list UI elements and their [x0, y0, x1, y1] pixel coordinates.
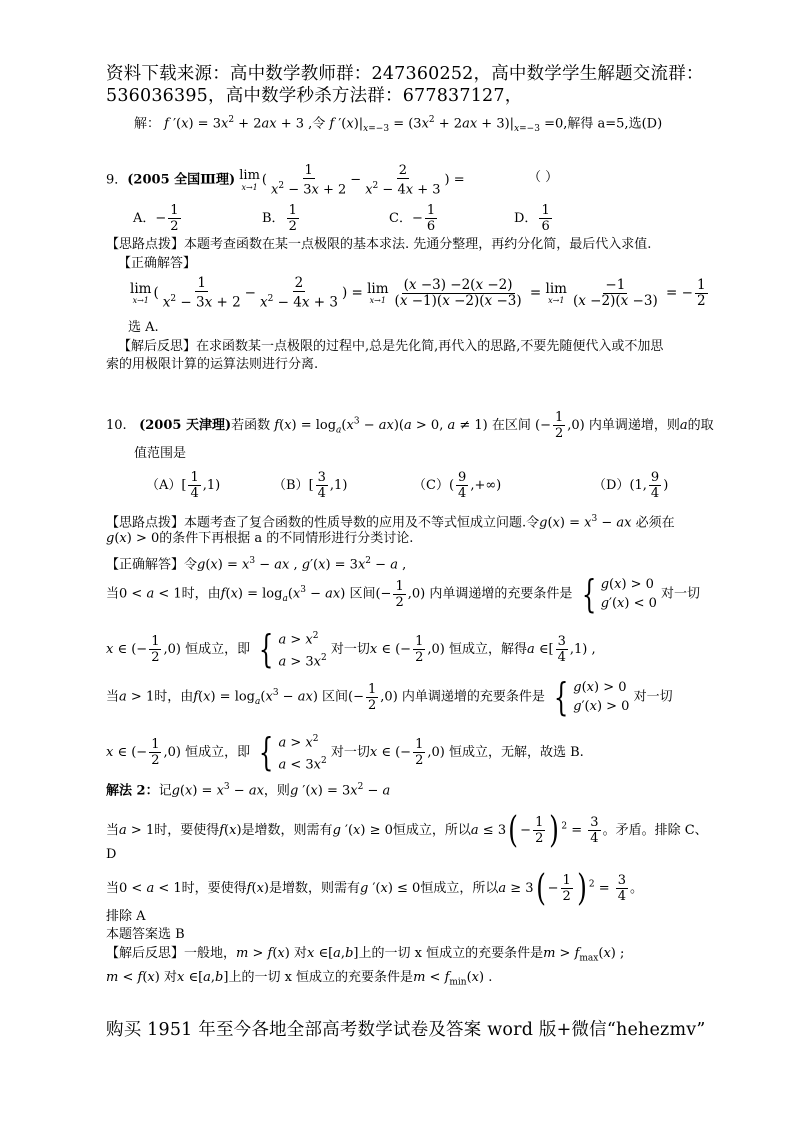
q9-solution-formula: lim x→1 ( $\frac{1}{x^2 - 3x + 2}$ − $\frac{2}{x^2 - 4x + 3}$ ) = lim x→1 $\frac{(x -3) -2(x -2)}{(x -1)(x -2)(x -3)}$ = lim x→1 $\frac{-1}{(x -2)(x -3)}$ = − $\frac{1}{2}$ — [130, 275, 706, 311]
q9-option-c: C．− $\frac{1}{6}$ — [389, 203, 436, 234]
q9-option-a: A．− $\frac{1}{2}$ — [133, 203, 179, 234]
q9-choice: 选 A. — [128, 320, 159, 335]
prev-solution: 解： f $'(x) = 3x^2 + 2ax + 3$ ,令 f $'(x)|_{x=-3} = (3x^2 + 2ax + 3)|_{x=-3} =0$,解得 a=5,选(D) — [134, 115, 663, 134]
q9-stem: 9．(2005 全国Ⅲ理) lim x→1 ( $\frac{1}{x^2 - 3x + 2}$ − $\frac{2}{x^2 - 4x + 3}$ ) = — [106, 163, 465, 198]
q10-exclude-a: 排除 A — [106, 909, 146, 924]
q10-reflection-1: 【解后反思】一般地，m > f(x) 对x ∈[a,b]上的一切 x 恒成立的充要条件是$m > f_{max}(x)$ ; — [106, 946, 625, 964]
footer-ad: 购买 1951 年至今各地全部高考数学试卷及答案 word 版+微信“hehezmv” — [106, 1020, 706, 1040]
q10-method-2-line-1b: D — [106, 847, 117, 862]
q9-option-b: B． $\frac{1}{2}$ — [262, 203, 297, 234]
q9-reflection-2: 索的用极限计算的运算法则进行分离. — [106, 357, 319, 372]
q10-stem-2: 值范围是 — [134, 446, 187, 461]
q10-number: 10. — [106, 418, 127, 433]
q9-reflection-1: 【解后反思】在求函数某一点极限的过程中,总是先化简,再代入的思路,不要先随便代入或不加思 — [118, 339, 664, 354]
q10-answer-start: 【正确解答】令$g(x) = x^3$ − ax , $g'(x) = 3x^2 - a$ , — [106, 556, 407, 573]
q10-option-b: （B）[ $\frac{3}{4}$ ,1) — [273, 470, 348, 501]
q10-reflection-2: m < f(x) 对x ∈[a,b]上的一切 x 恒成立的充要条件是$m < f_{min}(x)$ . — [106, 970, 493, 988]
q9-answer-label: 【正确解答】 — [118, 256, 197, 271]
q10-case-2-cont: x ∈ (− $\frac{1}{2}$ ,0) 恒成立，即 { $a > x^2$ $a < 3x^2$ 对一切x ∈ (− $\frac{1}{2}$ ,0) 恒成立，无解，故选 B. — [106, 730, 584, 775]
q10-option-c: （C）( $\frac{9}{4}$ ,+∞) — [413, 470, 502, 501]
q10-tip-2: g(x) > 0的条件下再根据 a 的不同情形进行分类讨论. — [106, 531, 414, 546]
q10-case-1: 当0 < a < 1时，由$f(x) = \log_a(x^3 - ax)$ 区间(− $\frac{1}{2}$ ,0) 内单调递增的充要条件是 { g(x) > 0 g′(x) < 0 对一切 — [106, 572, 701, 616]
prev-solution-prefix: 解： — [134, 116, 161, 132]
q10-method-2: 解法 2：记$g(x) = x^3$ − ax，则g $'(x) = 3x^2 - a$ — [106, 782, 391, 799]
q9-blank: （ ） — [528, 170, 559, 185]
header-line-2: 536036395，高中数学秒杀方法群：677837127， — [106, 86, 523, 106]
q10-case-1-cont: x ∈ (− $\frac{1}{2}$ ,0) 恒成立，即 { $a > x^2$ $a > 3x^2$ 对一切x ∈ (− $\frac{1}{2}$ ,0) 恒成立，解得a ∈[ $\frac{3}{4}$ ,1) , — [106, 627, 596, 672]
prev-solution-tail: =0,解得 a=5,选(D) — [544, 116, 663, 132]
q9-source: (2005 全国Ⅲ理) — [127, 172, 236, 188]
q10-stem-1: 10. (2005 天津理)若函数 $f(x) = \log_a(x^3 - ax)(a > 0$, a ≠ 1) 在区间 (− $\frac{1}{2}$ ,0) 内单调递增，则a的取 — [106, 410, 714, 441]
header-line-1: 资料下载来源：高中数学教师群：247360252，高中数学学生解题交流群： — [106, 64, 704, 84]
q10-option-a: （A）[ $\frac{1}{4}$ ,1) — [146, 470, 221, 501]
q10-final-answer: 本题答案选 B — [106, 927, 185, 942]
q10-tip-1: 【思路点拨】本题考查了复合函数的性质导数的应用及不等式恒成立问题.令$g(x) = x^3$ − ax 必须在 — [106, 514, 675, 531]
q9-number: 9． — [106, 172, 128, 188]
q10-method-2-line-1: 当a > 1时，要使得f(x)是增数，则需有g ′(x) ≥ 0恒成立，所以a ≤ 3( − $\frac{1}{2}$ ) $^2$ = $\frac{3}{4}$ 。矛盾。排除 C、 — [106, 809, 708, 851]
q10-source: (2005 天津理) — [139, 418, 232, 433]
q10-option-d: （D）(1, $\frac{9}{4}$ ) — [593, 470, 669, 501]
q9-tip: 【思路点拨】本题考查函数在某一点极限的基本求法. 先通分整理，再约分化简，最后代入求值. — [106, 237, 652, 252]
q10-method-2-line-2: 当0 < a < 1时，要使得f(x)是增数，则需有g ′(x) ≤ 0恒成立，所以a ≥ 3( − $\frac{1}{2}$ ) $^2$ = $\frac{3}{4}$ 。 — [106, 867, 644, 909]
q9-option-d: D． $\frac{1}{6}$ — [514, 203, 550, 234]
q10-case-2: 当a > 1时，由$f(x) = \log_a(x^3 - ax)$ 区间(− $\frac{1}{2}$ ,0) 内单调递增的充要条件是 { g(x) > 0 g′(x) > 0 对一切 — [106, 675, 673, 719]
